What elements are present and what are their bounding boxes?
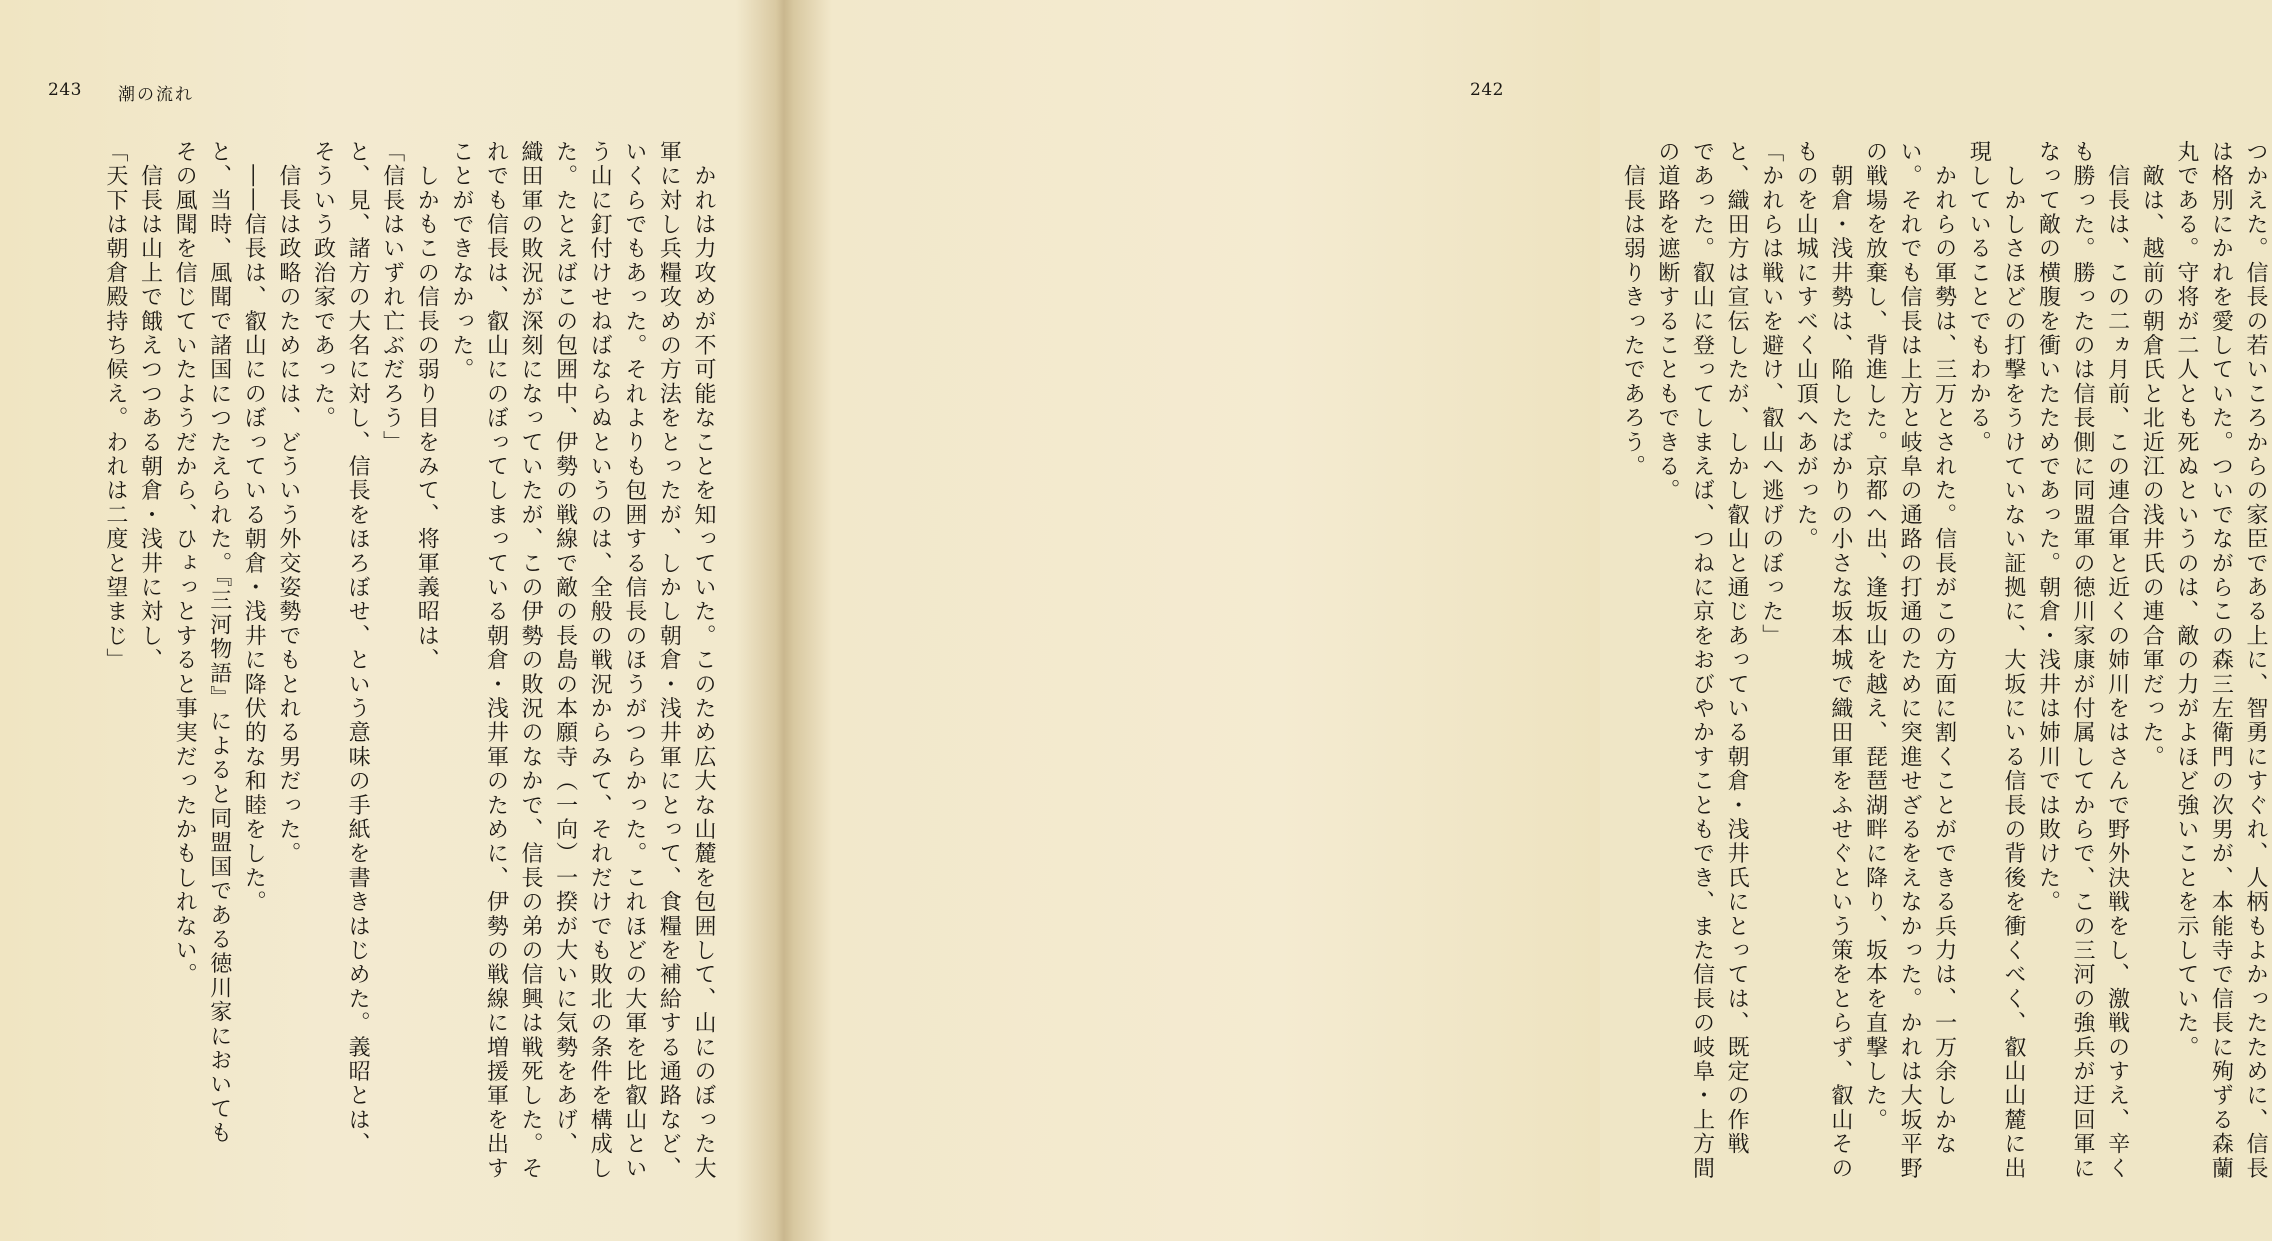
- text-line: れでも信長は、叡山にのぼってしまっている朝倉・浅井軍のために、伊勢の戦線に増援軍を出す: [483, 140, 509, 1181]
- text-line: なって敵の横腹を衝いたためであった。朝倉・浅井は姉川では敗けた。: [2035, 140, 2061, 915]
- right-page-body: [1582, 140, 2272, 1181]
- text-line: 朝倉・浅井勢は、陥したばかりの小さな坂本城で織田軍をふせぐという策をとらず、叡山その: [1827, 140, 1853, 1181]
- text-line: であった。叡山に登ってしまえば、つねに京をおびやかすこともでき、また信長の岐阜・上方間: [1689, 140, 1715, 1181]
- running-head: 潮の流れ: [118, 85, 194, 105]
- left-page-number: 243: [48, 80, 82, 100]
- text-line: 信長は、この二ヵ月前、この連合軍と近くの姉川をはさんで野外決戦をし、激戦のすえ、辛く: [2104, 140, 2130, 1181]
- text-line: 「天下は朝倉殿持ち候え。われは二度と望まじ」: [102, 140, 128, 673]
- left-page-body: [40, 140, 720, 1181]
- text-line: 現していることでもわかる。: [1966, 140, 1992, 455]
- text-line: も勝った。勝ったのは信長側に同盟軍の徳川家康が付属してからで、この三河の強兵が迂回軍に: [2070, 140, 2096, 1181]
- right-page-number: 242: [1470, 80, 1504, 100]
- text-line: と、見、諸方の大名に対し、信長をほろぼせ、という意味の手紙を書きはじめた。義昭とは、: [345, 140, 371, 1157]
- text-line: つかえた。信長の若いころからの家臣である上に、智勇にすぐれ、人柄もよかったために、信長: [2243, 140, 2268, 1181]
- text-line: の戦場を放棄し、背進した。京都へ出、逢坂山を越え、琵琶湖畔に降り、坂本を直撃した。: [1862, 140, 1888, 1133]
- text-line: 「かれらは戦いを避け、叡山へ逃げのぼった」: [1758, 140, 1784, 649]
- text-line: 信長は山上で餓えつつある朝倉・浅井に対し、: [137, 140, 163, 673]
- text-line: と、織田方は宣伝したが、しかし叡山と通じあっている朝倉・浅井氏にとっては、既定の作戦: [1724, 140, 1750, 1157]
- text-line: う山に釘付けせねばならぬというのは、全般の戦況からみて、それだけでも敗北の条件を構成し: [587, 140, 613, 1181]
- right-page: [770, 0, 2268, 1241]
- text-line: かれは力攻めが不可能なことを知っていた。このため広大な山麓を包囲して、山にのぼった大: [691, 140, 716, 1181]
- text-line: 敵は、越前の朝倉氏と北近江の浅井氏の連合軍だった。: [2139, 140, 2165, 770]
- text-line: ものを山城にすべく山頂へあがった。: [1793, 140, 1819, 552]
- text-line: かれらの軍勢は、三万とされた。信長がこの方面に割くことができる兵力は、一万余しかな: [1931, 140, 1957, 1157]
- text-line: 織田軍の敗況が深刻になっていたが、この伊勢の敗況のなかで、信長の弟の信興は戦死した。そ: [518, 140, 544, 1181]
- text-line: 軍に対し兵糧攻めの方法をとったが、しかし朝倉・浅井軍にとって、食糧を補給する通路など、: [656, 140, 682, 1181]
- text-line: ――信長は、叡山にのぼっている朝倉・浅井に降伏的な和睦をした。: [241, 140, 267, 915]
- text-line: と、当時、風聞で諸国につたえられた。『三河物語』によると同盟国である徳川家においても: [206, 140, 232, 1146]
- text-line: 「信長はいずれ亡ぶだろう」: [379, 140, 405, 455]
- text-line: の道路を遮断することもできる。: [1654, 140, 1680, 503]
- text-line: しかしさほどの打撃をうけていない証拠に、大坂にいる信長の背後を衝くべく、叡山山麓に出: [2000, 140, 2026, 1181]
- left-page: [0, 0, 770, 1241]
- text-line: 丸である。守将が二人とも死ぬというのは、敵の力がよほど強いことを示していた。: [2173, 140, 2199, 1060]
- text-line: い。それでも信長は上方と岐阜の通路の打通のために突進せざるをえなかった。かれは大坂平野: [1897, 140, 1923, 1181]
- text-line: 信長は政略のためには、どういう外交姿勢でもとれる男だった。: [275, 140, 301, 866]
- text-line: は格別にかれを愛していた。ついでながらこの森三左衛門の次男が、本能寺で信長に殉ずる森蘭: [2208, 140, 2234, 1181]
- text-line: いくらでもあった。それよりも包囲する信長のほうがつらかった。これほどの大軍を比叡山とい: [621, 140, 647, 1181]
- text-line: その風聞を信じていたようだから、ひょっとすると事実だったかもしれない。: [172, 140, 198, 987]
- text-line: た。たとえばこの包囲中、伊勢の戦線で敵の長島の本願寺（一向）一揆が大いに気勢をあげ、: [552, 140, 578, 1157]
- text-line: ことができなかった。: [448, 140, 474, 382]
- text-line: 信長は弱りきったであろう。: [1620, 140, 1646, 479]
- text-line: しかもこの信長の弱り目をみて、将軍義昭は、: [414, 140, 440, 673]
- text-line: そういう政治家であった。: [310, 140, 336, 431]
